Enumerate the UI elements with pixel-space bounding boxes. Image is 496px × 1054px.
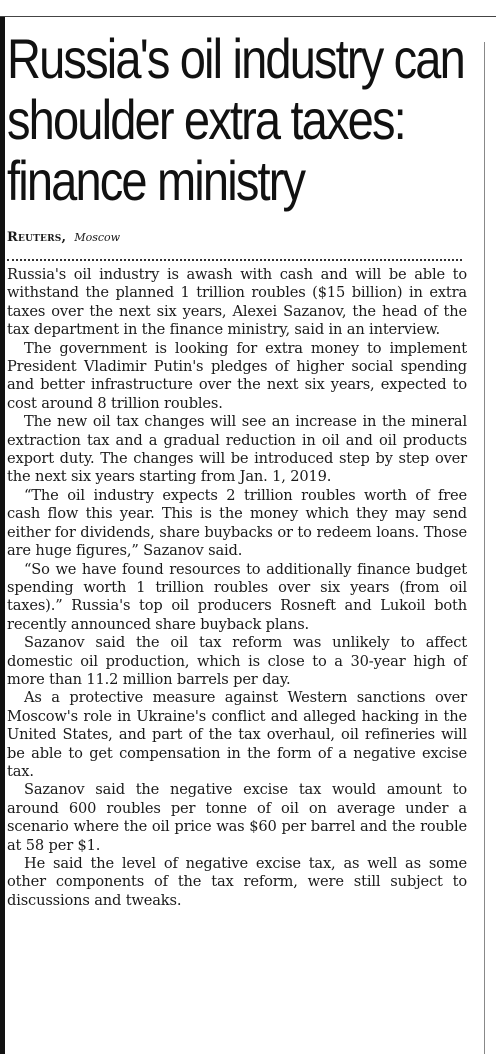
paragraph: “The oil industry expects 2 trillion roubles worth of free cash flow this year. This is the money which they may send either for dividends, share buybacks or to redeem loans. Those are huge figures,” Sazanov said. bbox=[7, 486, 467, 560]
byline-dateline: Moscow bbox=[74, 231, 121, 244]
headline: Russia's oil industry can shoulder extra taxes: finance ministry bbox=[7, 27, 464, 212]
column-left-bar bbox=[0, 17, 5, 1054]
paragraph: He said the level of negative excise tax, as well as some other components of the tax reform, were still subject to discussions and tweaks. bbox=[7, 855, 467, 909]
paragraph: As a protective measure against Western sanctions over Moscow's role in Ukraine's conflict and alleged hacking in the United States, and part of the tax overhaul, oil refineries will be able to get compensation in the form of a negative excise tax. bbox=[7, 689, 467, 780]
byline bbox=[7, 229, 467, 247]
paragraph: Russia's oil industry is awash with cash and will be able to withstand the planned 1 trillion roubles ($15 billion) in extra taxes over the next six years, Alexei Sazanov, the head of the tax department in the finance ministry, said in an interview. bbox=[7, 266, 467, 339]
column-right-rule bbox=[484, 42, 485, 1054]
byline-agency: Reuters, bbox=[7, 230, 67, 245]
paragraph: “So we have found resources to additionally finance budget spending worth 1 trillion roubles over six years (from oil taxes).” Russia's top oil producers Rosneft and Lukoil both recently announced share buyback plans. bbox=[7, 560, 467, 633]
article-body bbox=[7, 266, 467, 910]
paragraph: The new oil tax changes will see an increase in the mineral extraction tax and a gradual reduction in oil and oil products export duty. The changes will be introduced step by step over the next six years starting from Jan. 1, 2019. bbox=[7, 413, 467, 486]
paragraph: The government is looking for extra money to implement President Vladimir Putin's pledges of higher social spending and better infrastructure over the next six years, expected to cost around 8 trillion roubles. bbox=[7, 339, 467, 412]
dotted-separator bbox=[7, 259, 462, 261]
paragraph: Sazanov said the oil tax reform was unlikely to affect domestic oil production, which is close to a 30-year high of more than 11.2 million barrels per day. bbox=[7, 634, 467, 688]
news-article bbox=[7, 28, 467, 910]
top-rule bbox=[0, 16, 496, 17]
paragraph: Sazanov said the negative excise tax would amount to around 600 roubles per tonne of oil on average under a scenario where the oil price was $60 per barrel and the rouble at 58 per $1. bbox=[7, 781, 467, 854]
